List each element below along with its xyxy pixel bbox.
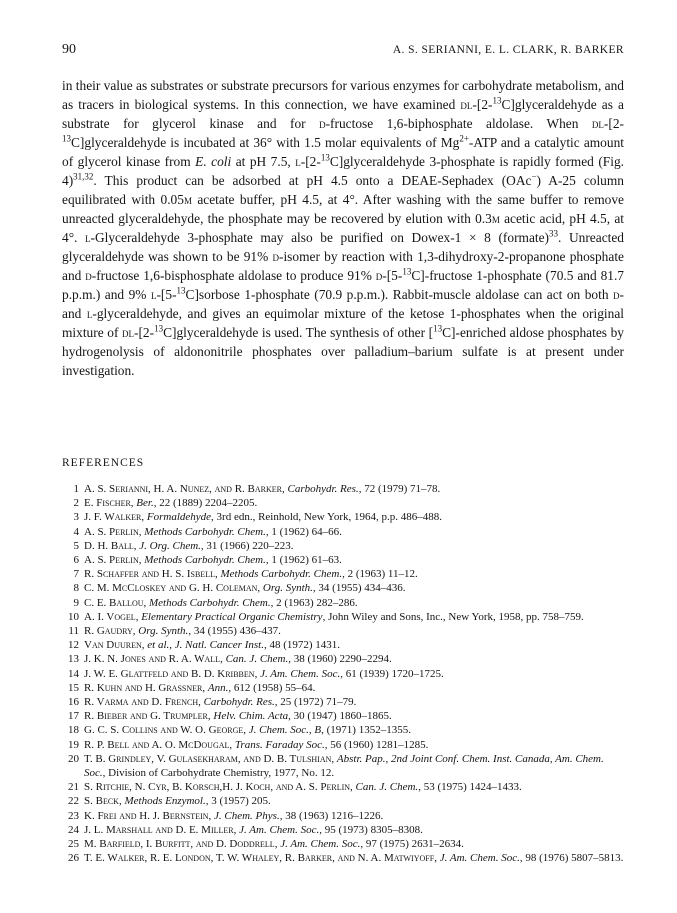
reference-item bbox=[62, 837, 624, 851]
text-run: , bbox=[350, 781, 356, 794]
italic-text: Org. Synth. bbox=[262, 582, 313, 595]
body-paragraph bbox=[62, 76, 624, 380]
text-run: , bbox=[143, 596, 149, 609]
text-run: -[2- bbox=[603, 116, 624, 131]
reference-item bbox=[62, 667, 624, 681]
reference-item bbox=[62, 539, 624, 553]
text-run: , 72 (1979) 71–78. bbox=[358, 483, 441, 495]
reference-number: 15 bbox=[68, 681, 79, 694]
text-run: , bbox=[207, 710, 214, 723]
reference-number: 21 bbox=[68, 781, 79, 794]
italic-text: Ann. bbox=[207, 681, 229, 694]
small-caps-text: dl bbox=[460, 97, 473, 112]
text-run: , bbox=[118, 795, 125, 808]
italic-text: Trans. Faraday Soc. bbox=[234, 738, 325, 751]
italic-text: E. coli bbox=[195, 154, 232, 169]
italic-text: Methods Carbohydr. Chem. bbox=[220, 568, 343, 581]
italic-text: Methods Carbohydr. Chem. bbox=[144, 525, 266, 538]
italic-text: Can. J. Chem. bbox=[355, 781, 419, 794]
small-caps-text: C. E. Ballou bbox=[84, 596, 144, 609]
reference-item bbox=[62, 752, 624, 780]
text-run: , 34 (1955) 434–436. bbox=[312, 582, 406, 595]
italic-text: Methods Carbohydr. Chem. bbox=[144, 554, 266, 567]
reference-item bbox=[62, 809, 624, 823]
text-run: , bbox=[229, 738, 235, 751]
small-caps-text: C. M. McCloskey and G. H. Coleman bbox=[84, 582, 258, 595]
small-caps-text: dl bbox=[122, 325, 135, 340]
text-run: , bbox=[130, 497, 137, 510]
text-run: -isomer by reaction with 1,3-dihydroxy-2-propanone phosphate and bbox=[62, 249, 624, 283]
superscript: 31,32 bbox=[73, 171, 94, 182]
text-run: , Division of Carbohydrate Chemistry, 1977, No. 12. bbox=[102, 767, 335, 780]
reference-item bbox=[62, 681, 624, 695]
reference-number: 23 bbox=[68, 809, 79, 822]
italic-text: Methods Carbohydr. Chem. bbox=[149, 596, 271, 609]
italic-text: J. Am. Chem. Soc. bbox=[260, 667, 341, 680]
italic-text: Formaldehyde bbox=[146, 511, 212, 524]
reference-number: 14 bbox=[68, 667, 79, 680]
small-caps-text: J. L. Marshall and D. E. Miller bbox=[84, 823, 234, 836]
small-caps-text: K. Frei and H. J. Bernstein bbox=[84, 809, 209, 822]
reference-number: 3 bbox=[73, 511, 79, 524]
text-run: , bbox=[257, 582, 263, 595]
reference-number: 25 bbox=[68, 838, 79, 851]
reference-number: 26 bbox=[68, 852, 79, 865]
text-run: , 612 (1958) 55–64. bbox=[228, 681, 316, 694]
text-run: , bbox=[135, 610, 142, 623]
text-run: in their value as substrates or substrate precursors for various enzymes for carbohydrate metabolism, and as tracers in biological systems. In this connection, we have examined bbox=[62, 78, 624, 112]
superscript: 13 bbox=[433, 323, 443, 334]
superscript: 13 bbox=[320, 152, 330, 163]
text-run: , 56 (1960) 1281–1285. bbox=[324, 738, 429, 751]
text-run: C]glyceraldehyde 3-phosphate is rapidly formed (Fig. 4) bbox=[62, 154, 624, 188]
reference-number: 17 bbox=[68, 710, 79, 723]
italic-text: Abstr. Pap., 2nd Joint Conf. Chem. Inst. Canada, Am. Chem. Soc. bbox=[84, 752, 604, 780]
italic-text: J. Org. Chem. bbox=[139, 539, 201, 552]
text-run: C]-enriched aldose phosphates by hydrogenolysis of aldononitrile phosphates over palladium–barium sulfate is at present under investigation. bbox=[62, 325, 624, 378]
reference-item bbox=[62, 652, 624, 666]
text-run: C]-fructose 1-phosphate (70.5 and 81.7 p.p.m.) and 9% bbox=[62, 268, 624, 302]
italic-text: Org. Synth. bbox=[138, 625, 189, 638]
text-run: , 34 (1955) 436–437. bbox=[188, 625, 281, 638]
reference-number: 12 bbox=[68, 639, 79, 652]
reference-list bbox=[62, 482, 624, 865]
reference-item bbox=[62, 581, 624, 595]
text-run: -ATP and a catalytic amount of glycerol kinase from bbox=[62, 135, 624, 169]
small-caps-text: d bbox=[613, 287, 620, 302]
small-caps-text: d bbox=[85, 268, 92, 283]
small-caps-text: A. I. Vogel bbox=[84, 610, 136, 623]
text-run: , (1971) 1352–1355. bbox=[321, 724, 411, 737]
text-run: C]glyceraldehyde as a substrate for glycerol kinase and for bbox=[62, 97, 624, 131]
reference-item bbox=[62, 496, 624, 510]
text-run: , bbox=[243, 724, 249, 737]
superscript: 2+ bbox=[459, 133, 469, 144]
text-run: acetic acid, pH 4.5, at 4°. bbox=[62, 211, 624, 245]
running-head-authors: A. S. SERIANNI, E. L. CLARK, R. BARKER bbox=[392, 44, 624, 56]
italic-text: J. Am. Chem. Soc. bbox=[280, 838, 361, 851]
small-caps-text: R. Varma and D. French bbox=[84, 696, 199, 709]
reference-item bbox=[62, 738, 624, 752]
text-run: , bbox=[214, 568, 221, 581]
text-run: , 2 (1963) 11–12. bbox=[342, 568, 418, 581]
small-caps-text: l bbox=[86, 306, 93, 321]
small-caps-text: l bbox=[150, 287, 157, 302]
small-caps-text: m bbox=[183, 192, 192, 207]
reference-number: 7 bbox=[73, 568, 79, 581]
small-caps-text: dl bbox=[591, 116, 604, 131]
text-run: , bbox=[281, 483, 288, 495]
reference-number: 8 bbox=[73, 582, 79, 595]
reference-number: 10 bbox=[68, 610, 79, 623]
small-caps-text: A. S. Serianni, H. A. Nunez, and R. Barker bbox=[84, 483, 282, 495]
italic-text: Can. J. Chem. bbox=[225, 653, 289, 666]
text-run: -[2- bbox=[134, 325, 155, 340]
superscript: 13 bbox=[492, 95, 502, 106]
text-run: C]sorbose 1-phosphate (70.9 p.p.m.). Rabbit-muscle aldolase can act on both bbox=[185, 287, 614, 302]
reference-number: 5 bbox=[73, 539, 79, 552]
text-run: - and bbox=[62, 287, 624, 321]
small-caps-text: l bbox=[295, 154, 301, 169]
text-run: , bbox=[138, 525, 145, 538]
text-run: C]glyceraldehyde is incubated at 36° with 1.5 molar equivalents of Mg bbox=[71, 135, 460, 150]
small-caps-text: D. H. Ball bbox=[84, 539, 134, 552]
text-run: , 22 (1889) 2204–2205. bbox=[153, 497, 258, 510]
italic-text: Helv. Chim. Acta bbox=[213, 710, 289, 723]
italic-text: J. Chem. Phys. bbox=[214, 809, 280, 822]
small-caps-text: A. S. Perlin bbox=[84, 525, 139, 538]
small-caps-text: T. B. Grindley, V. Gulasekharam, and D. B. Tulshian bbox=[84, 752, 332, 765]
italic-text: Ber. bbox=[136, 497, 154, 510]
small-caps-text: l bbox=[85, 230, 91, 245]
text-run: , bbox=[233, 823, 240, 836]
text-run: , 1 (1962) 61–63. bbox=[265, 554, 342, 567]
reference-number: 24 bbox=[68, 823, 79, 836]
text-run: , 48 (1972) 1431. bbox=[263, 639, 341, 652]
small-caps-text: d bbox=[319, 116, 326, 131]
reference-item bbox=[62, 851, 624, 865]
page-header bbox=[62, 42, 624, 62]
small-caps-text: J. W. E. Glattfeld and B. D. Kribben bbox=[84, 667, 255, 680]
text-run: , bbox=[274, 838, 281, 851]
small-caps-text: A. S. Perlin bbox=[84, 554, 139, 567]
text-run: , 38 (1960) 2290–2294. bbox=[288, 653, 392, 666]
text-run: , bbox=[202, 681, 208, 694]
text-run: , 31 (1966) 220–223. bbox=[200, 539, 294, 552]
italic-text: et al. bbox=[147, 639, 170, 652]
text-run: , 1 (1962) 64–66. bbox=[265, 525, 342, 538]
italic-text: J. Natl. Cancer Inst. bbox=[174, 639, 264, 652]
text-run: , 95 (1973) 8305–8308. bbox=[319, 823, 423, 836]
italic-text: J. Am. Chem. Soc. bbox=[439, 852, 520, 865]
reference-number: 4 bbox=[73, 525, 79, 538]
reference-item bbox=[62, 823, 624, 837]
reference-item bbox=[62, 780, 624, 794]
reference-item bbox=[62, 510, 624, 524]
reference-number: 18 bbox=[68, 724, 79, 737]
superscript: − bbox=[531, 171, 537, 182]
references-heading: REFERENCES bbox=[62, 457, 145, 469]
small-caps-text: S. Ritchie, N. Cyr, B. Korsch,H. J. Koch, and A. S. Perlin bbox=[84, 781, 351, 794]
italic-text: Elementary Practical Organic Chemistry bbox=[141, 610, 323, 623]
text-run: , bbox=[198, 696, 204, 709]
small-caps-text: G. C. S. Collins and W. O. George bbox=[84, 724, 244, 737]
reference-item bbox=[62, 610, 624, 624]
text-run: , 53 (1975) 1424–1433. bbox=[418, 781, 522, 794]
italic-text: Carbohydr. Res. bbox=[287, 483, 359, 495]
text-run: , bbox=[169, 639, 175, 652]
reference-item bbox=[62, 709, 624, 723]
text-run: , 98 (1976) 5807–5813. bbox=[519, 852, 624, 865]
reference-item bbox=[62, 624, 624, 638]
text-run: , 2 (1963) 282–286. bbox=[270, 596, 358, 609]
small-caps-text: R. P. Bell and A. O. McDougal bbox=[84, 738, 230, 751]
text-run: C]glyceraldehyde is used. The synthesis of other [ bbox=[163, 325, 434, 340]
text-run: , bbox=[254, 667, 261, 680]
italic-text: Methods Enzymol. bbox=[124, 795, 206, 808]
reference-number: 9 bbox=[73, 596, 79, 609]
small-caps-text: S. Beck bbox=[84, 795, 119, 808]
reference-item bbox=[62, 567, 624, 581]
text-run: , bbox=[132, 625, 139, 638]
text-run: , bbox=[138, 554, 145, 567]
text-run: -[2- bbox=[300, 154, 321, 169]
small-caps-text: E. Fischer bbox=[84, 497, 131, 510]
superscript: 13 bbox=[176, 285, 186, 296]
text-run: , 38 (1963) 1216–1226. bbox=[279, 809, 384, 822]
text-run: ) A-25 column equilibrated with 0.05 bbox=[62, 173, 624, 207]
small-caps-text: m bbox=[491, 211, 500, 226]
text-run: , 61 (1939) 1720–1725. bbox=[340, 667, 444, 680]
text-run: . Unreacted glyceraldehyde was shown to be 91% bbox=[62, 230, 624, 264]
text-run: -[2- bbox=[472, 97, 493, 112]
reference-number: 11 bbox=[68, 625, 79, 638]
italic-text: J. Chem. Soc., B bbox=[248, 724, 322, 737]
italic-text: J. Am. Chem. Soc. bbox=[239, 823, 320, 836]
reference-number: 20 bbox=[68, 752, 79, 765]
reference-item bbox=[62, 596, 624, 610]
text-run: . This product can be adsorbed at pH 4.5 onto a DEAE-Sephadex (OAc bbox=[93, 173, 532, 188]
reference-item bbox=[62, 525, 624, 539]
small-caps-text: R. Kuhn and H. Grassner bbox=[84, 681, 203, 694]
reference-item bbox=[62, 723, 624, 737]
superscript: 13 bbox=[62, 133, 71, 144]
text-run: -fructose 1,6-biphosphate aldolase. When bbox=[325, 116, 592, 131]
text-run: -fructose 1,6-bisphosphate aldolase to produce 91% bbox=[91, 268, 376, 283]
superscript: 13 bbox=[402, 266, 412, 277]
reference-item bbox=[62, 794, 624, 808]
small-caps-text: J. F. Walker bbox=[84, 511, 142, 524]
reference-number: 19 bbox=[68, 738, 79, 751]
text-run: , bbox=[220, 653, 226, 666]
text-run: -[5- bbox=[156, 287, 177, 302]
reference-item bbox=[62, 482, 624, 496]
reference-number: 2 bbox=[73, 497, 79, 510]
reference-item bbox=[62, 638, 624, 652]
reference-item bbox=[62, 695, 624, 709]
reference-number: 16 bbox=[68, 696, 79, 709]
text-run: , bbox=[141, 639, 148, 652]
reference-number: 1 bbox=[73, 483, 79, 495]
text-run: , 3rd edn., Reinhold, New York, 1964, p.p. 486–488. bbox=[211, 511, 443, 524]
text-run: , bbox=[434, 852, 440, 865]
superscript: 33 bbox=[549, 228, 559, 239]
small-caps-text: T. E. Walker, R. E. London, T. W. Whaley, R. Barker, and N. A. Matwiyoff bbox=[84, 852, 435, 865]
small-caps-text: J. K. N. Jones and R. A. Wall bbox=[84, 653, 221, 666]
small-caps-text: R. Bieber and G. Trumpler bbox=[84, 710, 208, 723]
text-run: -glyceraldehyde, and gives an equimolar mixture of the ketose 1-phosphates when the original mixture of bbox=[62, 306, 624, 340]
small-caps-text: R. Schaffer and H. S. Isbell bbox=[84, 568, 215, 581]
reference-number: 13 bbox=[68, 653, 79, 666]
small-caps-text: d bbox=[375, 268, 383, 283]
text-run: , 25 (1972) 71–79. bbox=[274, 696, 357, 709]
italic-text: Carbohydr. Res. bbox=[203, 696, 275, 709]
small-caps-text: Van Duuren bbox=[84, 639, 142, 652]
text-run: -Glyceraldehyde 3-phosphate may also be purified on Dowex-1 × 8 (formate) bbox=[90, 230, 550, 245]
reference-number: 6 bbox=[73, 554, 79, 567]
text-run: , bbox=[208, 809, 215, 822]
reference-item bbox=[62, 553, 624, 567]
small-caps-text: M. Barfield, I. Burfitt, and D. Doddrell bbox=[84, 838, 275, 851]
text-run: , 3 (1957) 205. bbox=[205, 795, 271, 808]
text-run: , bbox=[133, 539, 140, 552]
text-run: , bbox=[331, 752, 337, 765]
text-run: , John Wiley and Sons, Inc., New York, 1958, pp. 758–759. bbox=[322, 610, 584, 623]
text-run: -[5- bbox=[382, 268, 403, 283]
text-run: , bbox=[141, 511, 147, 524]
reference-number: 22 bbox=[68, 795, 79, 808]
small-caps-text: d bbox=[272, 249, 279, 264]
text-run: acetate buffer, pH 4.5, at 4°. After washing with the same buffer to remove unreacted glyceraldehyde, the phosphate may be recovered by elution with 0.3 bbox=[62, 192, 625, 226]
text-run: , 97 (1975) 2631–2634. bbox=[360, 838, 464, 851]
small-caps-text: R. Gaudry bbox=[84, 625, 133, 638]
superscript: 13 bbox=[154, 323, 164, 334]
page-number: 90 bbox=[62, 42, 76, 57]
text-run: , 30 (1947) 1860–1865. bbox=[288, 710, 392, 723]
text-run: at pH 7.5, bbox=[231, 154, 296, 169]
